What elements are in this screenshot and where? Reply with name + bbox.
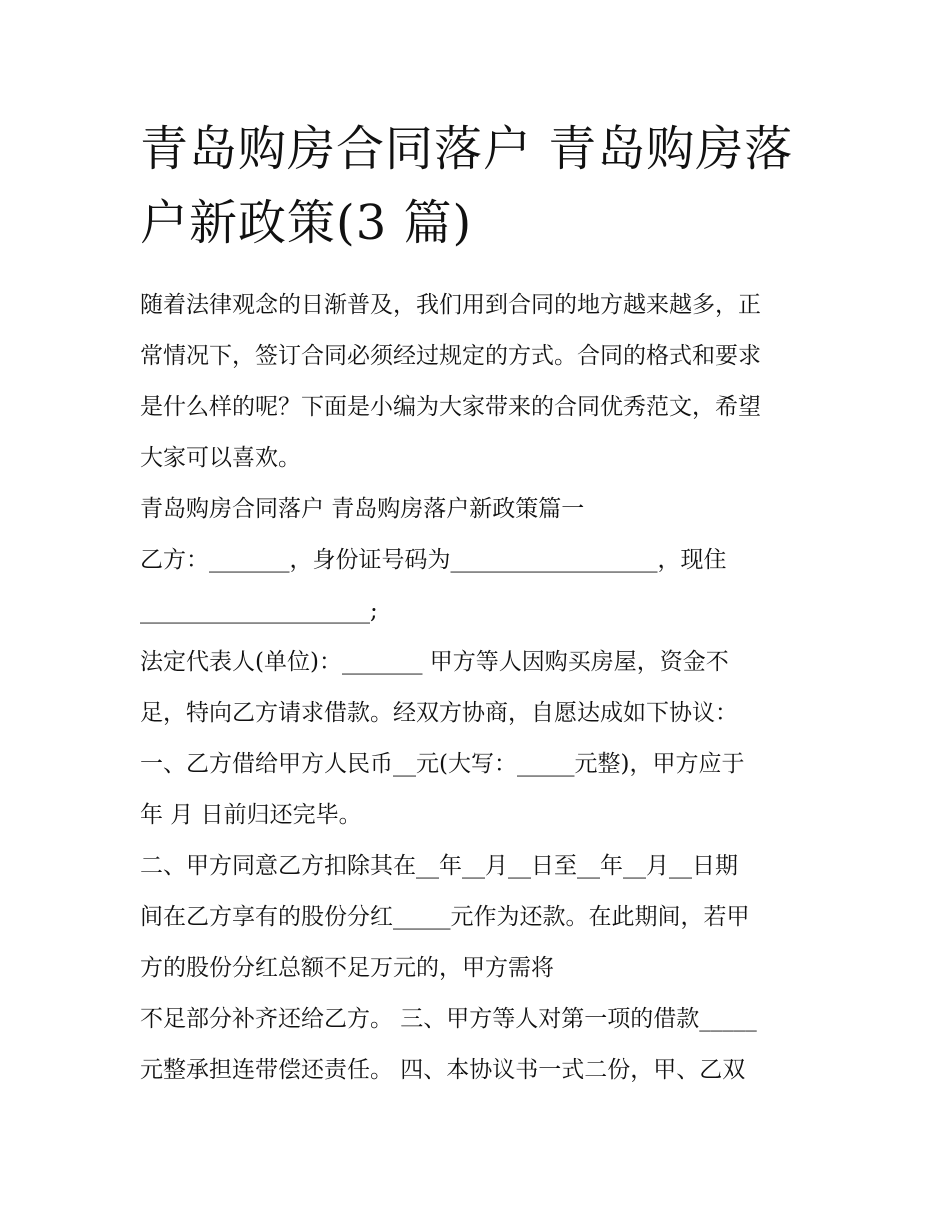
intro-line-1: 随着法律观念的日渐普及，我们用到合同的地方越来越多，正 — [140, 292, 761, 318]
section-heading — [140, 484, 820, 535]
intro-line-3: 是什么样的呢？下面是小编为大家带来的合同优秀范文，希望 — [140, 394, 761, 420]
section-heading-text: 青岛购房合同落户 青岛购房落户新政策篇一 — [140, 496, 585, 522]
clause-1-line-1: 一、乙方借给甲方人民币__元(大写：_____元整)，甲方应于 — [140, 751, 745, 777]
representative-paragraph — [140, 637, 820, 739]
intro-line-4: 大家可以喜欢。 — [140, 445, 301, 471]
party-b-line-2: ____________________; — [140, 598, 378, 624]
document-body — [140, 280, 820, 1096]
representative-line-1: 法定代表人(单位)：_______ 甲方等人因购买房屋，资金不 — [140, 649, 729, 675]
clause-2-line-1: 二、甲方同意乙方扣除其在__年__月__日至__年__月__日期 — [140, 853, 738, 879]
party-b-line-1: 乙方：_______，身份证号码为__________________，现住 — [140, 547, 727, 573]
clause-1-paragraph — [140, 739, 820, 841]
clause-2-line-2: 间在乙方享有的股份分红_____元作为还款。在此期间，若甲 — [140, 904, 750, 930]
clause-3-4-line-2: 元整承担连带偿还责任。 四、本协议书一式二份，甲、乙双 — [140, 1057, 746, 1083]
clause-3-4-paragraph — [140, 994, 820, 1096]
clause-3-4-line-1: 不足部分补齐还给乙方。 三、甲方等人对第一项的借款_____ — [140, 1006, 757, 1032]
representative-line-2: 足，特向乙方请求借款。经双方协商，自愿达成如下协议： — [140, 700, 738, 726]
title-line-2: 户新政策(3 篇) — [140, 195, 473, 251]
clause-2-line-3: 方的股份分红总额不足万元的，甲方需将 — [140, 955, 554, 981]
title-line-1: 青岛购房合同落户 青岛购房落 — [140, 121, 794, 177]
party-b-paragraph — [140, 535, 820, 637]
intro-paragraph — [140, 280, 820, 484]
clause-2-paragraph — [140, 841, 820, 994]
clause-1-line-2: 年 月 日前归还完毕。 — [140, 802, 362, 828]
intro-line-2: 常情况下，签订合同必须经过规定的方式。合同的格式和要求 — [140, 343, 761, 369]
document-title — [140, 112, 820, 260]
